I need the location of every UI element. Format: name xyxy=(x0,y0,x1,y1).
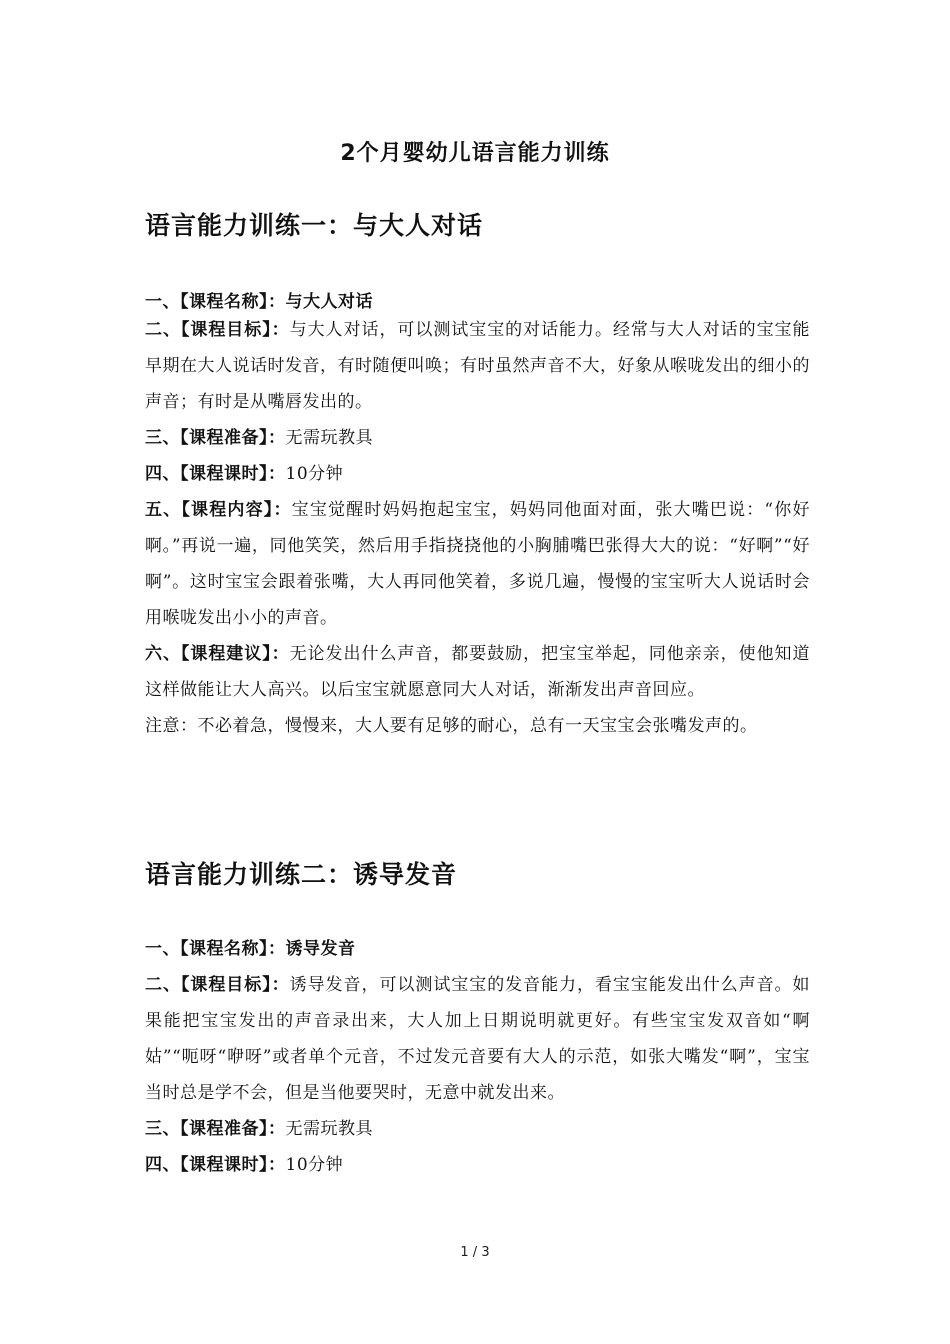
section-1-body xyxy=(145,284,810,744)
item-label: 三、【课程准备】： xyxy=(145,1119,286,1139)
course-duration-item xyxy=(145,1147,810,1183)
page-title: 2个月婴幼儿语言能力训练 xyxy=(340,141,610,166)
course-content-item xyxy=(145,492,810,636)
item-text: 宝宝觉醒时妈妈抱起宝宝，妈妈同他面对面，张大嘴巴说：“你好啊。”再说一遍，同他笑笑，然后用手指挠挠他的小胸脯嘴巴张得大大的说：“好啊”“好啊”。这时宝宝会跟着张嘴，大人再同他笑着，多说几遍，慢慢的宝宝听大人说话时会用喉咙发出小小的声音。 xyxy=(145,500,810,628)
item-label: 一、【课程名称】： xyxy=(145,939,286,959)
item-label: 六、【课程建议】： xyxy=(145,644,290,664)
course-name-item xyxy=(145,931,810,967)
item-label: 二、【课程目标】： xyxy=(145,975,290,995)
item-label: 四、【课程课时】： xyxy=(145,464,286,484)
item-label: 四、【课程课时】： xyxy=(145,1155,286,1175)
item-text: 10分钟 xyxy=(285,464,344,484)
course-goal-item xyxy=(145,967,810,1111)
item-text: 无论发出什么声音，都要鼓励，把宝宝举起，同他亲亲，使他知道这样做能让大人高兴。以后宝宝就愿意同大人对话，渐渐发出声音回应。 xyxy=(145,644,811,700)
item-text: 与大人对话 xyxy=(285,292,373,312)
page-number: 1 / 3 xyxy=(460,1245,490,1260)
course-goal-item xyxy=(145,312,810,420)
item-text: 无需玩教具 xyxy=(285,1119,373,1139)
section-2-body xyxy=(145,931,810,1183)
note-text: 注意：不必着急，慢慢来，大人要有足够的耐心，总有一天宝宝会张嘴发声的。 xyxy=(145,716,758,736)
item-text: 无需玩教具 xyxy=(285,428,373,448)
item-text: 诱导发音 xyxy=(285,939,356,959)
item-label: 二、【课程目标】： xyxy=(145,320,290,340)
item-text: 10分钟 xyxy=(285,1155,344,1175)
item-text: 诱导发音，可以测试宝宝的发音能力，看宝宝能发出什么声音。如果能把宝宝发出的声音录出来，大人加上日期说明就更好。有些宝宝发双音如“啊姑”“呃呀“咿呀”或者单个元音，不过发元音要有大人的示范，如张大嘴发“啊”，宝宝当时总是学不会，但是当他要哭时，无意中就发出来。 xyxy=(145,975,811,1103)
item-label: 三、【课程准备】： xyxy=(145,428,286,448)
course-prep-item xyxy=(145,420,810,456)
item-text: 与大人对话，可以测试宝宝的对话能力。经常与大人对话的宝宝能早期在大人说话时发音，有时随便叫唤；有时虽然声音不大，好象从喉咙发出的细小的声音；有时是从嘴唇发出的。 xyxy=(145,320,811,412)
course-duration-item xyxy=(145,456,810,492)
item-label: 一、【课程名称】： xyxy=(145,292,286,312)
course-prep-item xyxy=(145,1111,810,1147)
section-heading-2: 语言能力训练二：诱导发音 xyxy=(145,860,458,889)
course-advice-item xyxy=(145,636,810,708)
section-heading-1: 语言能力训练一：与大人对话 xyxy=(145,211,484,240)
item-label: 五、【课程内容】： xyxy=(145,500,292,520)
